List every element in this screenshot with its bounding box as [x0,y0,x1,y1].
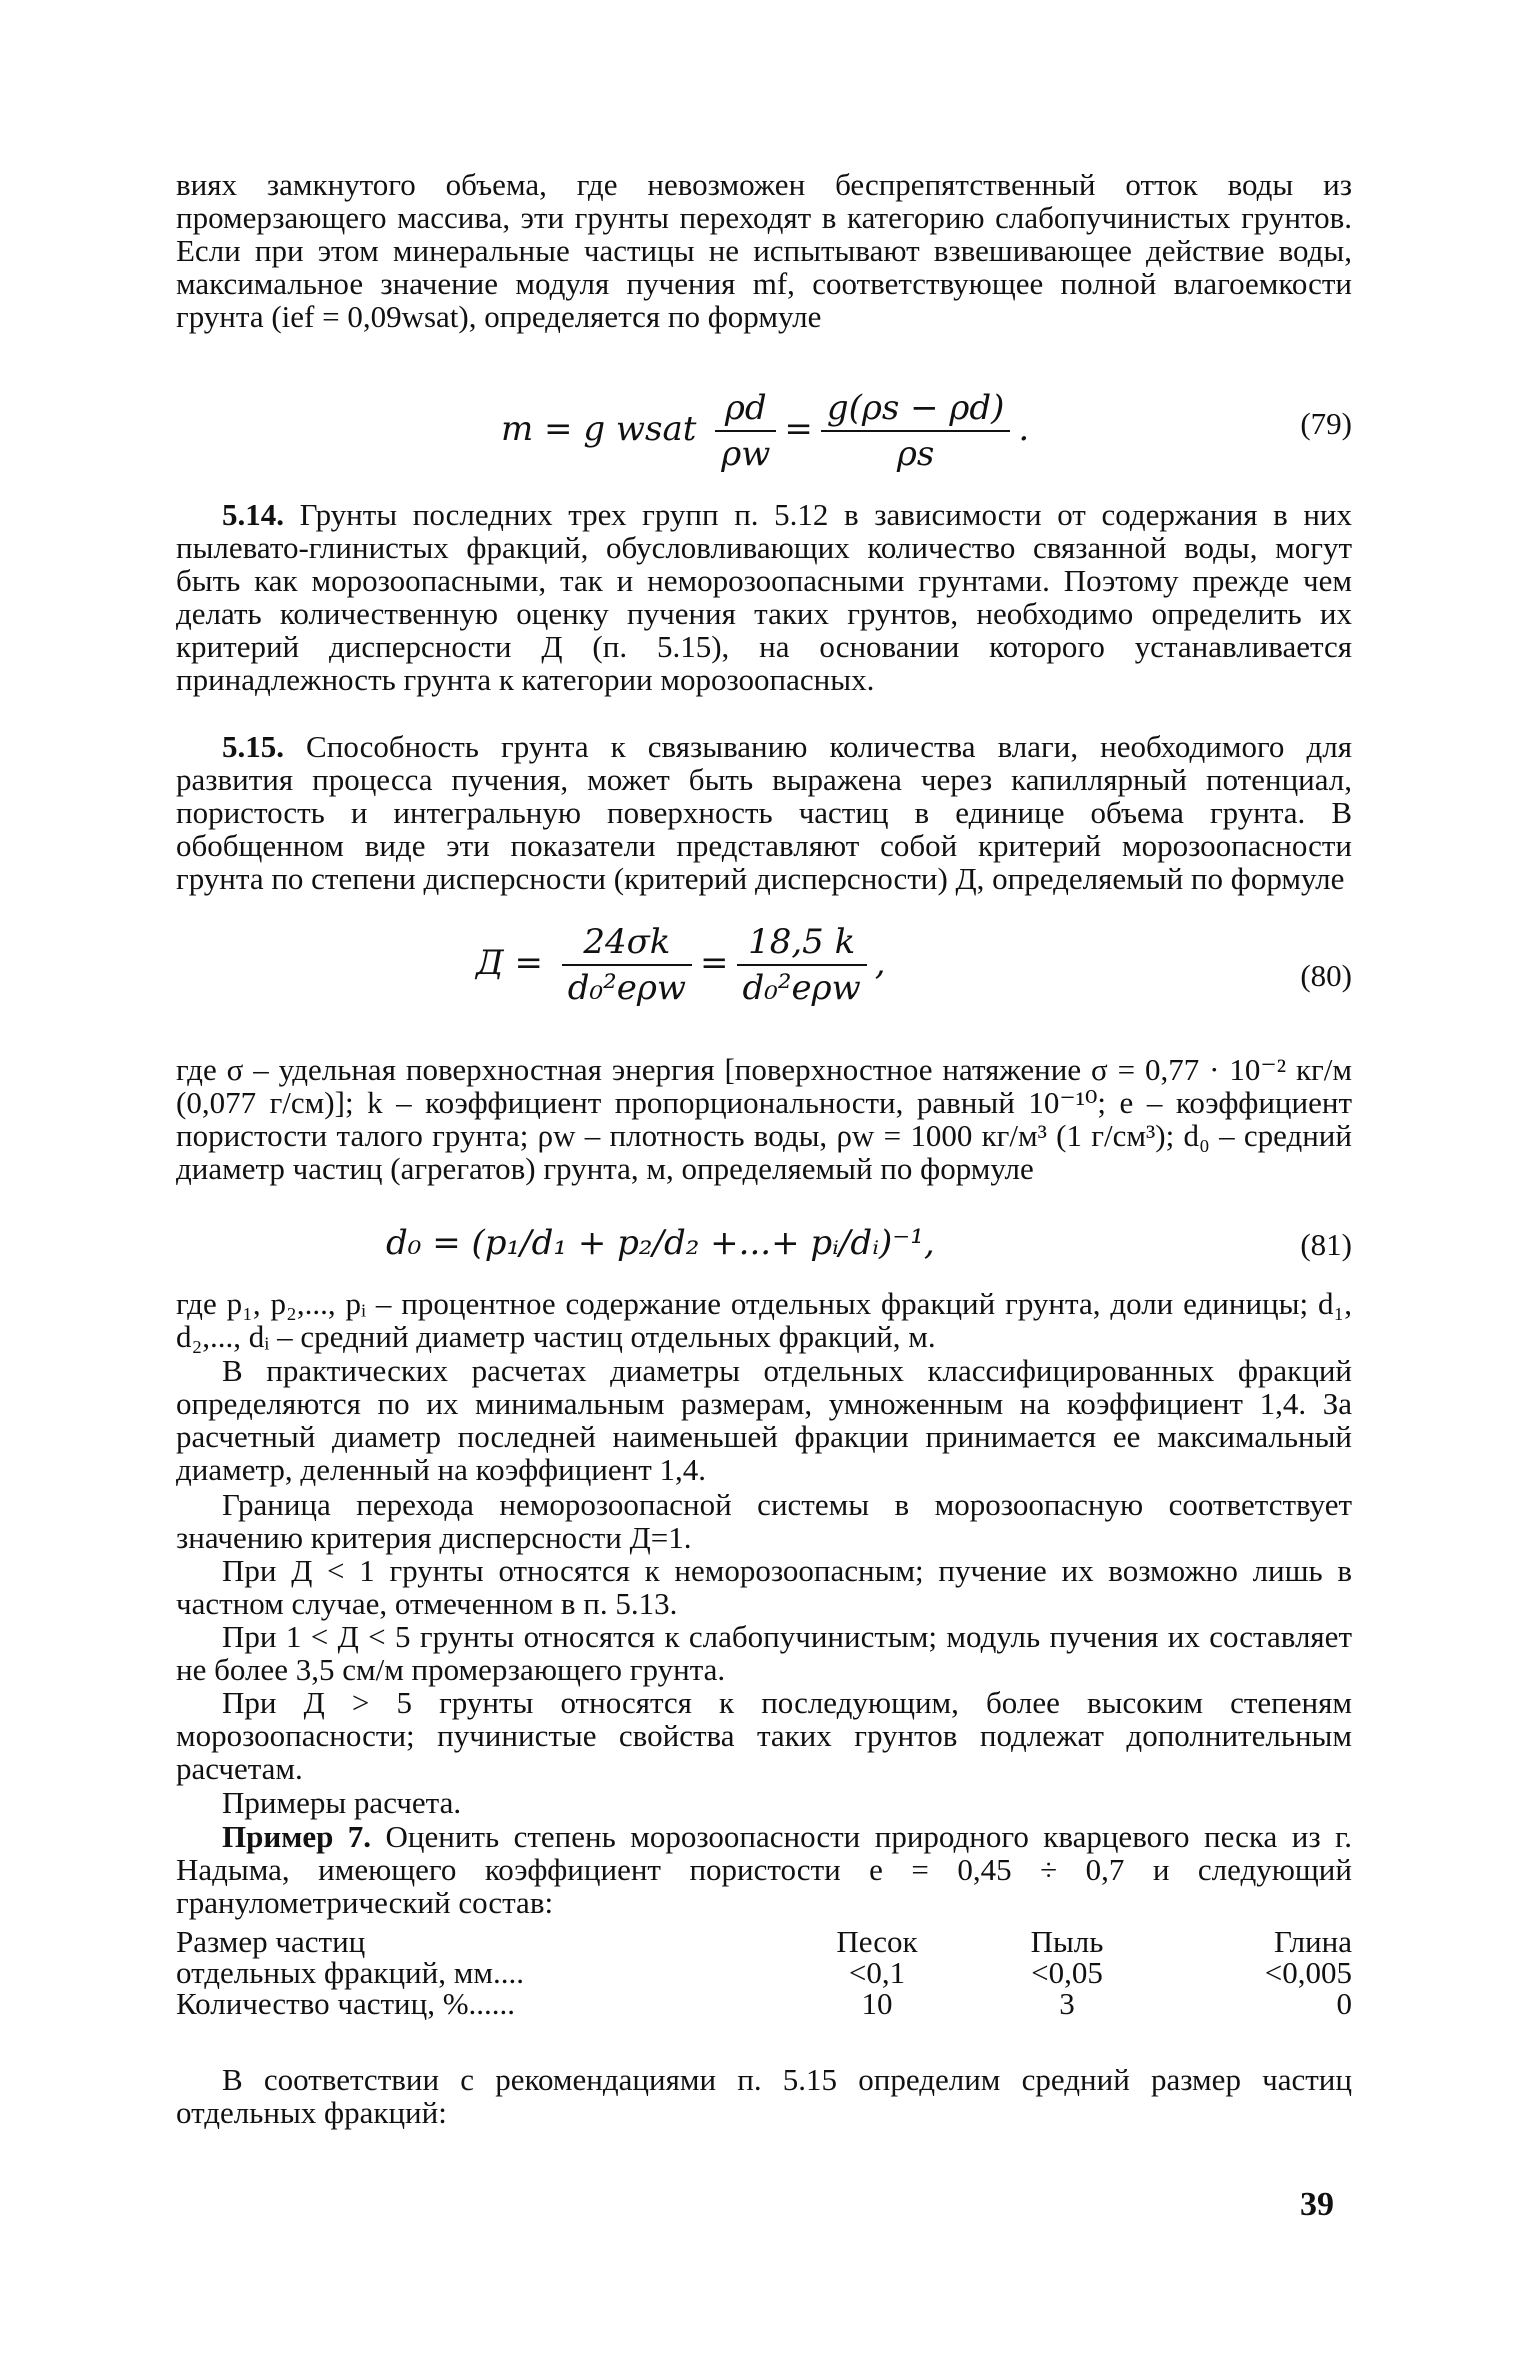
table-cell: Песок [836,1924,918,1959]
paragraph-where-sigma: где σ – удельная поверхностная энергия [поверхностное натяжение σ = 0,77 · 10⁻² кг/м (0,077 г/см)]; k – коэффициент пропорциональности, равный 10⁻¹⁰; e – коэффициент пористости талого грунта; ρw – плотность воды, ρw = 1000 кг/м³ (1 г/см³); d₀ – средний диаметр частиц (агрегатов) грунта, м, определяемый по формуле [176,1052,1352,1186]
formula-81 [176,1213,1352,1273]
paragraph-boundary: Граница перехода неморозоопасной системы в морозоопасную соответствует значению критерия дисперсности Д=1. [176,1487,1352,1555]
table-cell: <0,1 [848,1955,906,1990]
table-cell: Размер частиц [176,1924,366,1959]
formula-79-lhs: m = g wsat [501,409,697,449]
section-5-15-number: 5.15. [222,729,284,764]
formula-81-expression: d₀ = (p₁/d₁ + p₂/d₂ +...+ pᵢ/dᵢ)⁻¹, [386,1223,935,1263]
formula-79-fraction-2: $\frac{g(\rho s - \rho d)}{\rho s}$ [821,388,1011,474]
table-cell: отдельных фракций, мм.... [176,1955,524,1990]
formula-80-fraction-2: $\frac{18,5 k}{\text{d₀²eρw}}$ [737,922,867,1008]
formula-80-lhs: Д = [476,943,543,983]
table-row [176,1926,1352,1957]
page-number: 39 [1300,2186,1334,2223]
paragraph-practical: В практических расчетах диаметры отдельных классифицированных фракций определяются по их минимальным размерам, умноженным на коэффициент 1,4. За расчетный диаметр последней наименьшей фракции принимается ее максимальный диаметр, деленный на коэффициент 1,4. [176,1353,1352,1487]
table-row [176,1988,1352,2019]
section-5-14-number: 5.14. [222,497,284,532]
paragraph-5-15: 5.15. Способность грунта к связыванию количества влаги, необходимого для развития процесса пучения, может быть выражена через капиллярный потенциал, пористость и интегральную поверхность частиц в единице объема грунта. В обобщенном виде эти показатели представляют собой критерий морозоопасности грунта по степени дисперсности (критерий дисперсности) Д, определяемый по формуле [176,729,1352,896]
paragraph-5-14: 5.14. Грунты последних трех групп п. 5.12 в зависимости от содержания в них пылевато-глинистых фракций, обусловливающих количество связанной воды, могут быть как морозоопасными, так и неморозоопасными грунтами. Поэтому прежде чем делать количественную оценку пучения таких грунтов, необходимо определить их критерий дисперсности Д (п. 5.15), на основании которого устанавливается принадлежность грунта к категории морозоопасных. [176,497,1352,697]
paragraph-conclusion: В соответствии с рекомендациями п. 5.15 определим средний размер частиц отдельных фракций: [176,2062,1352,2130]
paragraph-d-lt-1: При Д < 1 грунты относятся к неморозоопасным; пучение их возможно лишь в частном случае, отмеченном в п. 5.13. [176,1553,1352,1621]
granulometric-table [176,1926,1352,2019]
example-7-label: Пример 7. [222,1819,372,1854]
table-cell: <0,005 [1264,1955,1352,1990]
formula-79-number: (79) [1300,406,1352,441]
table-cell: 3 [1059,1986,1075,2021]
formula-80-number: (80) [1300,958,1352,993]
formula-80-fraction-1: $\frac{24\sigma k}{\text{d₀²eρw}}$ [562,922,692,1008]
table-cell: 10 [861,1986,893,2021]
paragraph-d-1-5: При 1 < Д < 5 грунты относятся к слабопучинистым; модуль пучения их составляет не более 3,5 см/м промерзающего грунта. [176,1619,1352,1687]
formula-81-number: (81) [1300,1227,1352,1262]
paragraph-intro: виях замкнутого объема, где невозможен беспрепятственный отток воды из промерзающего массива, эти грунты переходят в категорию слабопучинистых грунтов. Если при этом минеральные частицы не испытывают взвешивающее действие воды, максимальное значение модуля пучения mf, соответствующее полной влагоемкости грунта (ief = 0,09wsat), определяется по формуле [176,167,1352,334]
formula-79-expression: m = g wsat $\frac{\rho d}{\rho w}$ = $\frac{g(\rho s - \rho d)}{\rho s}$ . [501,388,1030,474]
table-cell: Пыль [1030,1924,1104,1959]
paragraph-examples: Примеры расчета. [222,1785,462,1820]
table-cell: Глина [1274,1924,1352,1959]
table-row [176,1957,1352,1988]
table-cell: <0,05 [1031,1955,1103,1990]
table-cell: 0 [1336,1986,1352,2021]
formula-80-expression: Д = $\frac{24\sigma k}{\text{d₀²eρw}}$ = $\frac{18,5 k}{\text{d₀²eρw}}$ , [476,922,886,1008]
formula-79-fraction-1: $\frac{\rho d}{\rho w}$ [715,388,776,474]
paragraph-example-7: Пример 7. Оценить степень морозоопасности природного кварцевого песка из г. Надыма, имеющего коэффициент пористости e = 0,45 ÷ 0,7 и следующий гранулометрический состав: [176,1819,1352,1920]
paragraph-where-p: где p₁, p₂,..., pᵢ – процентное содержание отдельных фракций грунта, доли единицы; d₁, d₂,..., dᵢ – средний диаметр частиц отдельных фракций, м. [176,1286,1352,1354]
formula-80 [176,910,1352,1050]
formula-79 [176,370,1352,480]
table-cell: Количество частиц, %...... [176,1986,516,2021]
paragraph-d-gt-5: При Д > 5 грунты относятся к последующим, более высоким степеням морозоопасности; пучинистые свойства таких грунтов подлежат дополнительным расчетам. [176,1685,1352,1786]
